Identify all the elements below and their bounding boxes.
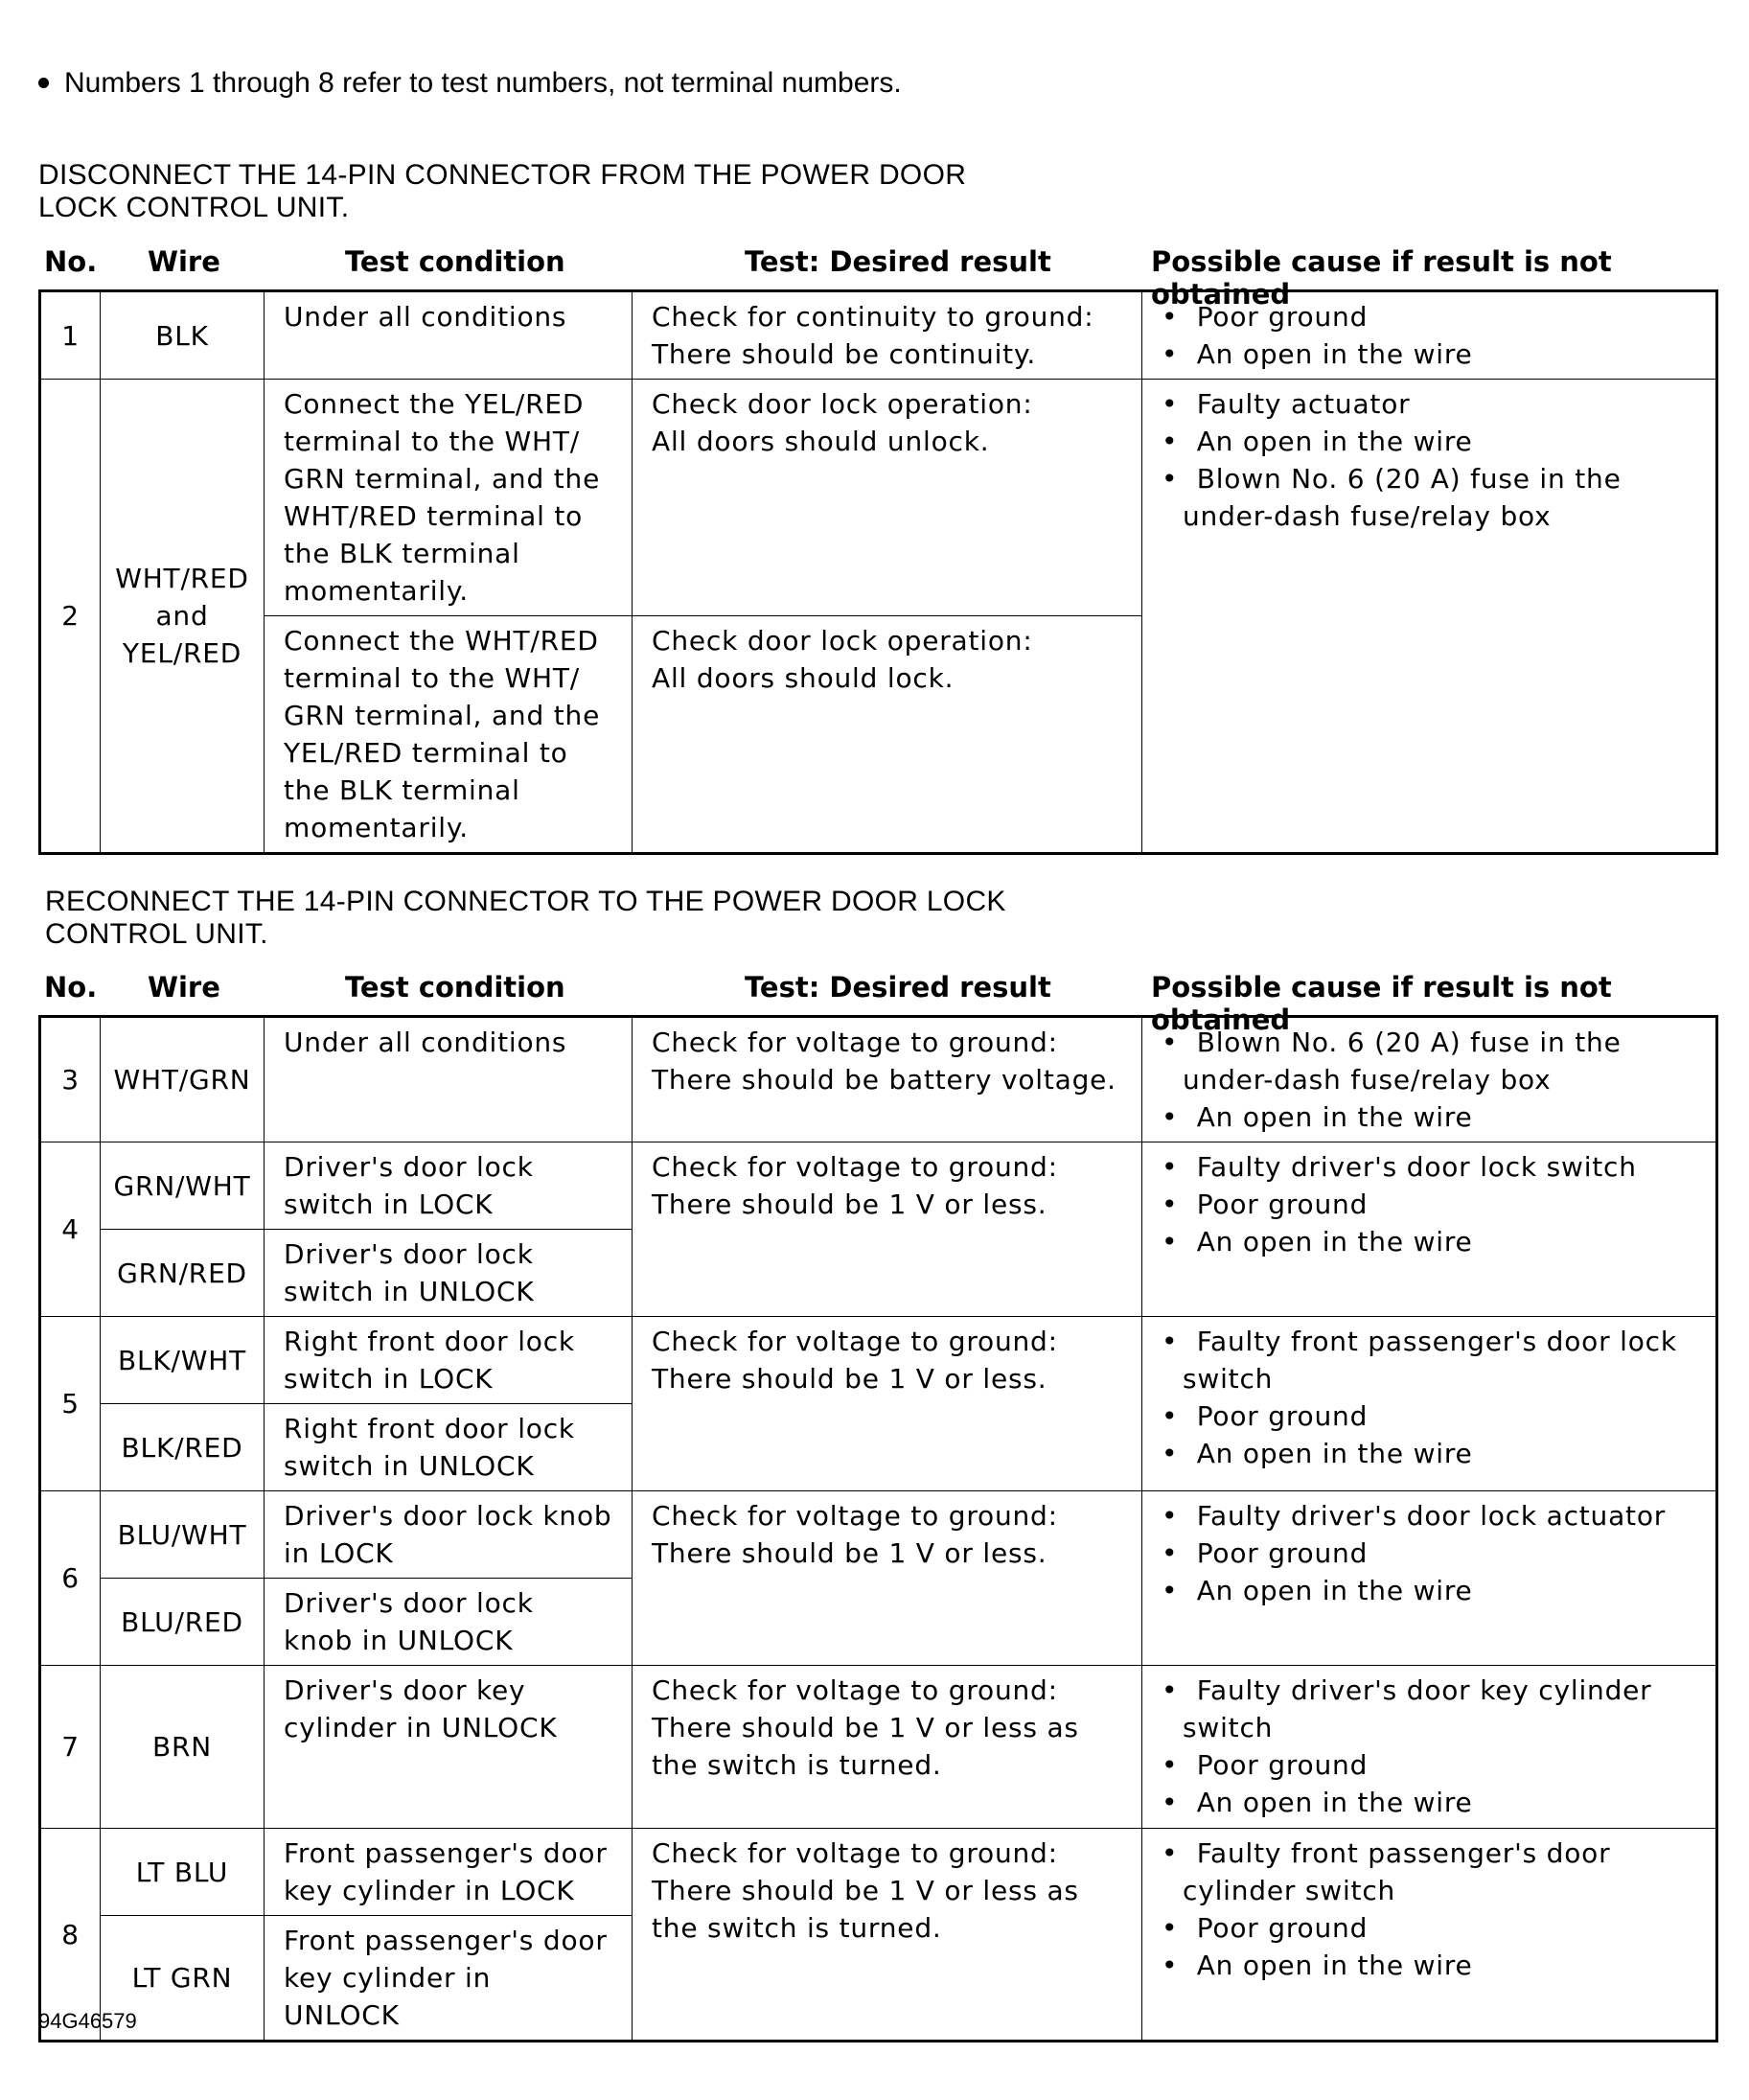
condition-line: momentarily. — [284, 575, 469, 607]
result-line: There should be 1 V or less. — [652, 1363, 1047, 1395]
cause-item: • Faulty driver's door lock actuator — [1162, 1497, 1696, 1535]
result-line: Check door lock operation: — [652, 388, 1033, 420]
test-condition: Under all conditions — [265, 1017, 633, 1142]
cause-item: • Blown No. 6 (20 A) fuse in the under-dash fuse/relay box — [1162, 460, 1696, 535]
possible-cause — [1142, 1666, 1717, 1829]
desired-result — [633, 1829, 1142, 2042]
table-row — [40, 1142, 1717, 1230]
desired-result — [633, 291, 1142, 380]
test-number: 1 — [40, 291, 101, 380]
desired-result — [633, 1666, 1142, 1829]
wire-color: BLK/WHT — [101, 1317, 265, 1404]
condition-line: Front passenger's door — [284, 1837, 608, 1869]
wire-color: BRN — [101, 1666, 265, 1829]
desired-result — [633, 616, 1142, 854]
section2-line2: CONTROL UNIT. — [45, 918, 268, 950]
test-condition — [265, 1916, 633, 2042]
header-desired-result: Test: Desired result — [745, 245, 1051, 278]
wire-color: LT BLU — [101, 1829, 265, 1916]
section1-line1: DISCONNECT THE 14-PIN CONNECTOR FROM THE POWER DOOR — [38, 159, 967, 191]
possible-cause — [1142, 291, 1717, 380]
result-line: Check for continuity to ground: — [652, 301, 1094, 333]
table-row — [40, 380, 1717, 616]
result-line: There should be 1 V or less. — [652, 1537, 1047, 1569]
section2-line1: RECONNECT THE 14-PIN CONNECTOR TO THE POWER DOOR LOCK — [45, 886, 1006, 917]
result-line: There should be battery voltage. — [652, 1064, 1116, 1096]
result-line: There should be 1 V or less as — [652, 1875, 1079, 1906]
result-line: Check for voltage to ground: — [652, 1027, 1058, 1058]
section1-instruction — [38, 159, 966, 224]
condition-line: Driver's door key — [284, 1674, 526, 1706]
header-wire: Wire — [148, 971, 220, 1004]
condition-line: key cylinder in LOCK — [284, 1875, 575, 1906]
test-number: 2 — [40, 380, 101, 854]
cause-item: • Poor ground — [1162, 1746, 1696, 1784]
condition-line: GRN terminal, and the — [284, 463, 601, 495]
test-condition — [265, 1404, 633, 1491]
wire-color: BLU/WHT — [101, 1491, 265, 1579]
wire-line: and — [155, 600, 209, 632]
table-row — [40, 1317, 1717, 1404]
condition-line: terminal to the WHT/ — [284, 662, 581, 694]
bullet-icon — [38, 78, 49, 88]
condition-line: YEL/RED terminal to — [284, 737, 568, 769]
header-possible-cause: Possible cause if result is not obtained — [1151, 971, 1612, 1036]
cause-item: • Poor ground — [1162, 1909, 1696, 1947]
condition-line: switch in LOCK — [284, 1188, 494, 1220]
possible-cause — [1142, 1317, 1717, 1491]
header-test-condition: Test condition — [345, 971, 565, 1004]
test-condition: Under all conditions — [265, 291, 633, 380]
test-number: 8 — [40, 1829, 101, 2042]
wire-color: WHT/GRN — [101, 1017, 265, 1142]
desired-result — [633, 1142, 1142, 1317]
condition-line: switch in LOCK — [284, 1363, 494, 1395]
test-condition — [265, 1579, 633, 1666]
header-desired-result: Test: Desired result — [745, 971, 1051, 1004]
condition-line: Driver's door lock knob — [284, 1500, 612, 1532]
cause-item: • An open in the wire — [1162, 1435, 1696, 1472]
test-condition — [265, 1230, 633, 1317]
condition-line: Driver's door lock — [284, 1587, 534, 1619]
cause-item: • Poor ground — [1162, 1186, 1696, 1223]
cause-item: • Faulty actuator — [1162, 385, 1696, 423]
header-possible-cause: Possible cause if result is not obtained — [1151, 245, 1612, 311]
result-line: There should be 1 V or less as — [652, 1712, 1079, 1743]
result-line: Check for voltage to ground: — [652, 1151, 1058, 1183]
section2-instruction — [45, 886, 1006, 951]
result-line: There should be continuity. — [652, 338, 1037, 370]
cause-item: • Faulty front passenger's door lock switch — [1162, 1323, 1696, 1397]
intro-note — [38, 67, 902, 100]
condition-line: Right front door lock — [284, 1326, 575, 1357]
wire-color: BLU/RED — [101, 1579, 265, 1666]
cause-item: • Blown No. 6 (20 A) fuse in the under-dash fuse/relay box — [1162, 1024, 1696, 1098]
cause-item: • An open in the wire — [1162, 1947, 1696, 1984]
possible-cause — [1142, 380, 1717, 854]
header-test-condition: Test condition — [345, 245, 565, 278]
intro-note-text: Numbers 1 through 8 refer to test numbers, not terminal numbers. — [64, 67, 902, 99]
wire-color: LT GRN — [101, 1916, 265, 2042]
condition-line: GRN terminal, and the — [284, 700, 601, 731]
test-number: 7 — [40, 1666, 101, 1829]
result-line: the switch is turned. — [652, 1912, 942, 1944]
header-no: No. — [44, 971, 98, 1004]
result-line: the switch is turned. — [652, 1749, 942, 1781]
condition-line: Driver's door lock — [284, 1151, 534, 1183]
cause-item: • Poor ground — [1162, 1535, 1696, 1572]
condition-line: Connect the WHT/RED — [284, 625, 599, 657]
test-number: 3 — [40, 1017, 101, 1142]
condition-line: Connect the YEL/RED — [284, 388, 585, 420]
test-condition — [265, 1317, 633, 1404]
table-row — [40, 291, 1717, 380]
table-row — [40, 1829, 1717, 1916]
cause-item: • Faulty front passenger's door cylinder switch — [1162, 1835, 1696, 1909]
desired-result — [633, 1317, 1142, 1491]
wire-color — [101, 380, 265, 854]
test-number: 5 — [40, 1317, 101, 1491]
possible-cause — [1142, 1491, 1717, 1666]
result-line: All doors should unlock. — [652, 426, 990, 457]
condition-line: momentarily. — [284, 812, 469, 843]
desired-result — [633, 380, 1142, 616]
header-wire: Wire — [148, 245, 220, 278]
wire-line: WHT/RED — [115, 563, 249, 594]
result-line: All doors should lock. — [652, 662, 955, 694]
possible-cause — [1142, 1017, 1717, 1142]
condition-line: the BLK terminal — [284, 538, 520, 569]
cause-item: • An open in the wire — [1162, 335, 1696, 373]
test-condition — [265, 1666, 633, 1829]
header-no: No. — [44, 245, 98, 278]
table-row — [40, 1017, 1717, 1142]
result-line: Check for voltage to ground: — [652, 1837, 1058, 1869]
test-table-reconnected — [38, 1015, 1718, 2042]
condition-line: Front passenger's door — [284, 1925, 608, 1956]
condition-line: knob in UNLOCK — [284, 1625, 514, 1656]
desired-result — [633, 1017, 1142, 1142]
test-table-disconnected — [38, 289, 1718, 855]
test-condition — [265, 616, 633, 854]
test-number: 6 — [40, 1491, 101, 1666]
result-line: Check for voltage to ground: — [652, 1500, 1058, 1532]
condition-line: cylinder in UNLOCK — [284, 1712, 558, 1743]
wire-color: BLK — [101, 291, 265, 380]
condition-line: Driver's door lock — [284, 1238, 534, 1270]
cause-item: • An open in the wire — [1162, 423, 1696, 460]
condition-line: switch in UNLOCK — [284, 1450, 535, 1482]
result-line: Check door lock operation: — [652, 625, 1033, 657]
cause-item: • An open in the wire — [1162, 1572, 1696, 1609]
cause-item: • Poor ground — [1162, 1397, 1696, 1435]
table-row — [40, 1491, 1717, 1579]
condition-line: in LOCK — [284, 1537, 394, 1569]
possible-cause — [1142, 1142, 1717, 1317]
cause-item: • An open in the wire — [1162, 1098, 1696, 1136]
test-condition — [265, 1491, 633, 1579]
condition-line: switch in UNLOCK — [284, 1276, 535, 1307]
result-line: Check for voltage to ground: — [652, 1326, 1058, 1357]
table-row — [40, 1666, 1717, 1829]
wire-color: BLK/RED — [101, 1404, 265, 1491]
test-condition — [265, 1829, 633, 1916]
cause-item: • Faulty driver's door lock switch — [1162, 1148, 1696, 1186]
cause-item: • Faulty driver's door key cylinder switch — [1162, 1672, 1696, 1746]
test-condition — [265, 380, 633, 616]
condition-line: terminal to the WHT/ — [284, 426, 581, 457]
desired-result — [633, 1491, 1142, 1666]
condition-line: key cylinder in UNLOCK — [284, 1962, 492, 2031]
result-line: There should be 1 V or less. — [652, 1188, 1047, 1220]
wire-color: GRN/RED — [101, 1230, 265, 1317]
wire-line: YEL/RED — [122, 637, 242, 669]
test-condition — [265, 1142, 633, 1230]
condition-line: Right front door lock — [284, 1413, 575, 1444]
cause-item: • An open in the wire — [1162, 1784, 1696, 1821]
cause-item: • An open in the wire — [1162, 1223, 1696, 1260]
wire-color: GRN/WHT — [101, 1142, 265, 1230]
condition-line: the BLK terminal — [284, 774, 520, 806]
result-line: Check for voltage to ground: — [652, 1674, 1058, 1706]
figure-reference: 94G46579 — [38, 2009, 137, 2033]
cause-item: • Poor ground — [1162, 298, 1696, 335]
condition-line: WHT/RED terminal to — [284, 500, 584, 532]
section1-line2: LOCK CONTROL UNIT. — [38, 192, 350, 223]
possible-cause — [1142, 1829, 1717, 2042]
test-number: 4 — [40, 1142, 101, 1317]
